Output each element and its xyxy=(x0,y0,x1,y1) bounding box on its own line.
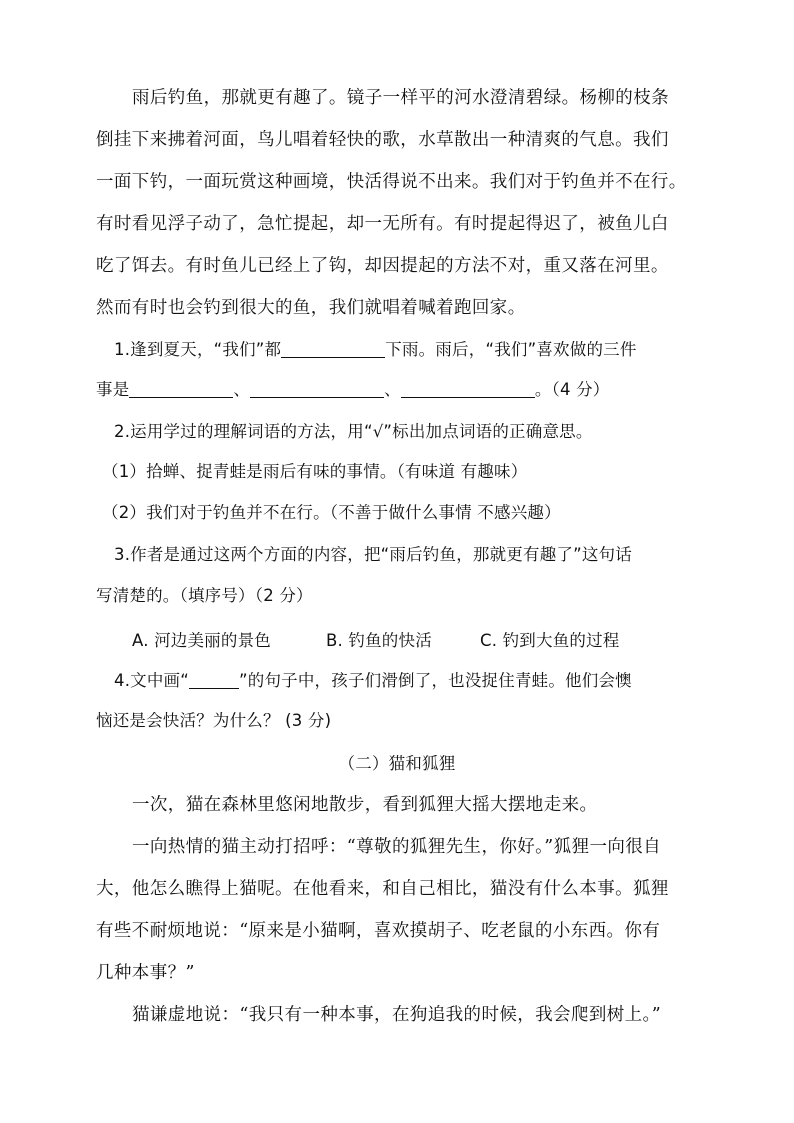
section2-line-1: 一次，猫在森林里悠闲地散步，看到狐狸大摇大摆地走来。 xyxy=(132,795,598,815)
q1-line-2 xyxy=(96,378,710,402)
passage-line-5: 吃了饵去。有时鱼儿已经上了钩，却因提起的方法不对，重又落在河里。 xyxy=(96,256,669,276)
q4-line-1 xyxy=(114,669,710,693)
passage-line-2: 倒挂下来拂着河面，鸟儿唱着轻快的歌，水草散出一种清爽的气息。我们 xyxy=(96,130,669,150)
section2-line-5: 几种本事？” xyxy=(96,963,195,983)
section2-line-2: 一向热情的猫主动打招呼：“尊敬的狐狸先生，你好。”狐狸一向很自 xyxy=(132,837,662,857)
q1-sep-1: 、 xyxy=(233,380,251,399)
passage-line-1: 雨后钓鱼，那就更有趣了。镜子一样平的河水澄清碧绿。杨柳的枝条 xyxy=(132,88,669,108)
q3-line-2: 写清楚的。（填序号）（2 分） xyxy=(96,586,313,605)
q1-blank-1[interactable] xyxy=(281,339,385,358)
passage-line-3: 一面下钓，一面玩赏这种画境，快活得说不出来。我们对于钓鱼并不在行。 xyxy=(96,172,687,192)
q2-stem: 2.运用学过的理解词语的方法，用“√”标出加点词语的正确意思。 xyxy=(114,422,593,441)
section2-title: （二）猫和狐狸 xyxy=(338,754,456,773)
q4-line-2: 恼还是会快活？为什么？ (3 分) xyxy=(96,711,332,730)
q4-underline-sample xyxy=(189,670,239,689)
q3-option-b: B. 钓鱼的快活 xyxy=(326,631,432,650)
q1-blank-3[interactable] xyxy=(250,379,384,398)
q1-blank-4[interactable] xyxy=(401,379,535,398)
q1-line-1 xyxy=(114,338,710,362)
section2-line-6: 猫谦虚地说：“我只有一种本事，在狗追我的时候，我会爬到树上。” xyxy=(132,1005,662,1025)
q1-sep-2: 、 xyxy=(384,380,401,399)
section2-line-3: 大，他怎么瞧得上猫呢。在他看来，和自己相比，猫没有什么本事。狐狸 xyxy=(96,879,669,899)
q1-points: 。（4 分） xyxy=(534,380,610,399)
q2-item-2: （2）我们对于钓鱼并不在行。（不善于做什么事情 不感兴趣） xyxy=(102,503,561,522)
q1-text-c: 事是 xyxy=(96,380,130,399)
q3-line-1: 3.作者是通过这两个方面的内容，把“雨后钓鱼，那就更有趣了”这句话 xyxy=(114,545,632,564)
q1-blank-2[interactable] xyxy=(129,379,233,398)
q4-text-a: 4.文中画“ xyxy=(114,671,189,690)
section2-line-4: 有些不耐烦地说：“原来是小猫啊，喜欢摸胡子、吃老鼠的小东西。你有 xyxy=(96,921,661,941)
q1-text-b: 下雨。雨后，“我们”喜欢做的三件 xyxy=(385,340,637,359)
passage-line-6: 然而有时也会钓到很大的鱼，我们就唱着喊着跑回家。 xyxy=(96,298,526,318)
q1-text-a: 1.逢到夏天，“我们”都 xyxy=(114,340,282,359)
q2-item-1: （1）拾蝉、捉青蛙是雨后有味的事情。（有味道 有趣味） xyxy=(102,462,528,481)
q3-option-a: A. 河边美丽的景色 xyxy=(132,631,271,650)
passage-line-4: 有时看见浮子动了，急忙提起，却一无所有。有时提起得迟了，被鱼儿白 xyxy=(96,214,669,234)
q3-option-c: C. 钓到大鱼的过程 xyxy=(480,631,620,650)
q4-text-b: ”的句子中，孩子们滑倒了，也没捉住青蛙。他们会懊 xyxy=(239,671,632,690)
